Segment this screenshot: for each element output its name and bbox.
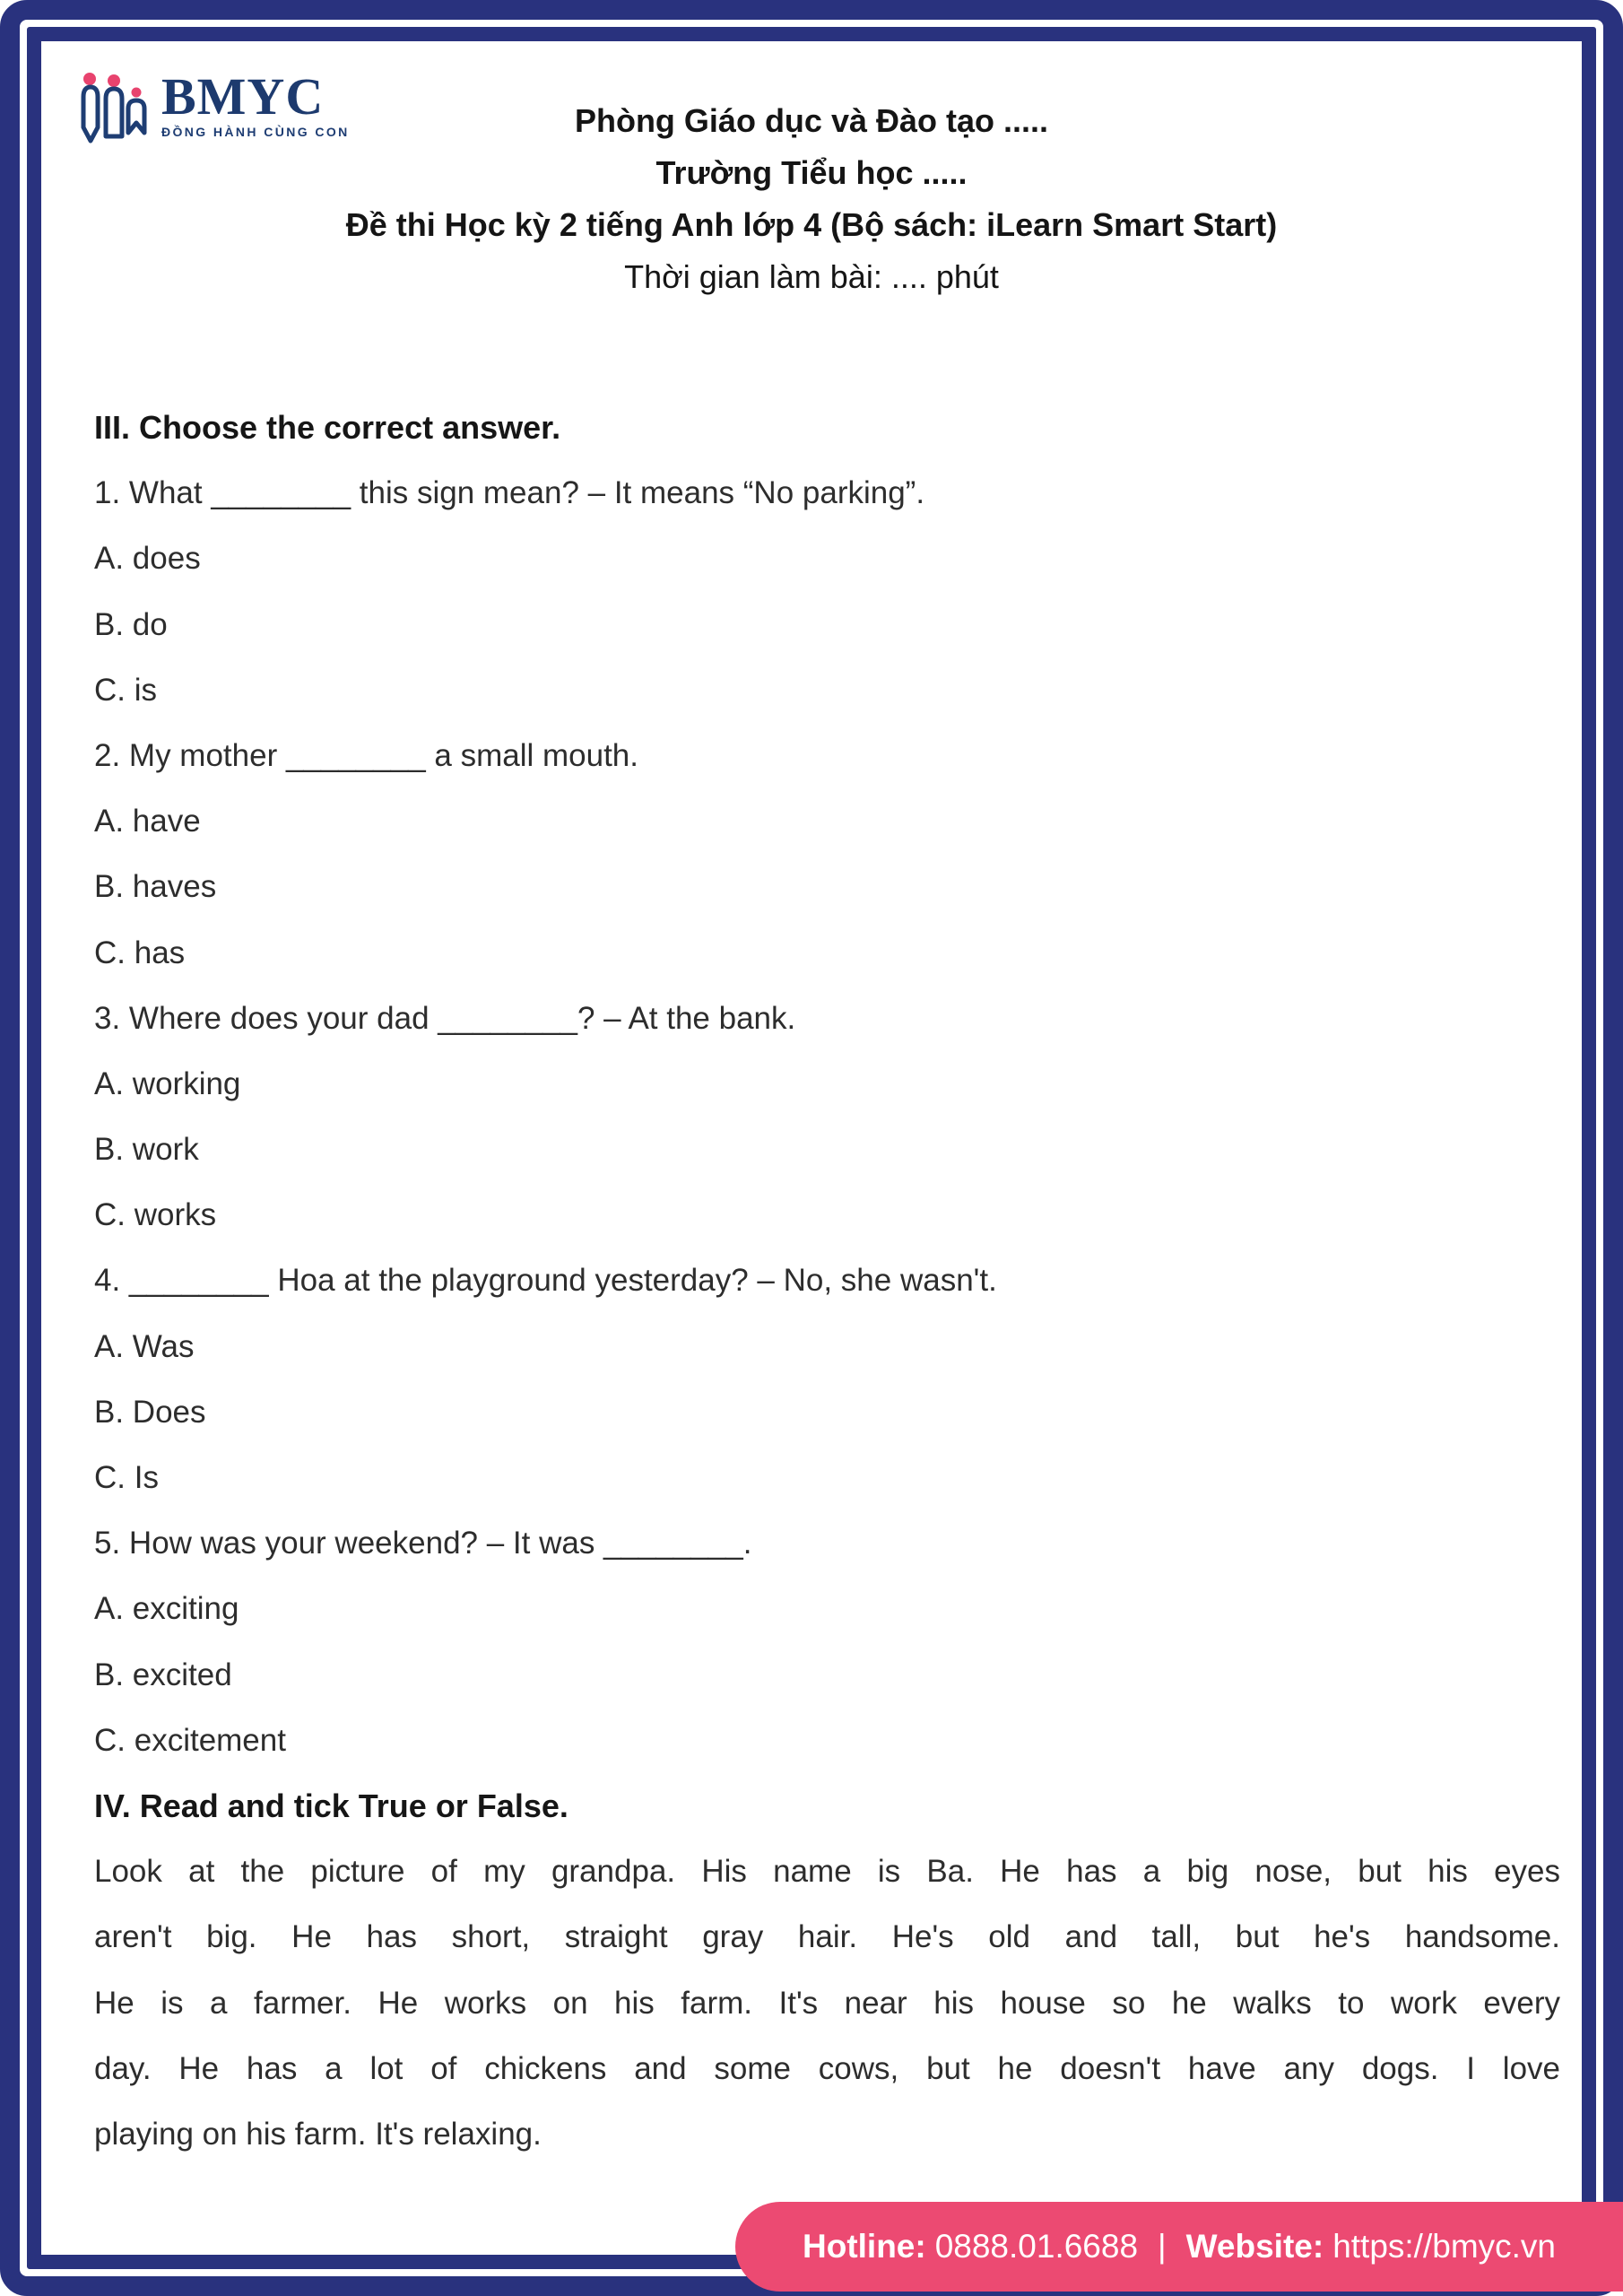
question-3-option-c: C. works [94,1197,217,1233]
question-1-prompt: 1. What ________ this sign mean? – It means “No parking”. [94,475,925,511]
question-2-option-b: B. haves [94,869,217,905]
question-2-option-a: A. have [94,804,201,839]
question-1-option-b: B. do [94,606,168,642]
question-4-option-b: B. Does [94,1394,206,1430]
question-5-option-b: B. excited [94,1657,232,1692]
passage-line: Look at the picture of my grandpa. His name is Ba. He has a big nose, but his eyes [94,1854,1560,1890]
question-4-option-c: C. Is [94,1460,159,1495]
exam-duration: Thời gian làm bài: .... phút [624,258,999,295]
question-1-option-c: C. is [94,672,157,708]
logo-brand-text: BMYC [161,67,325,126]
section-4-heading: IV. Read and tick True or False. [94,1787,568,1824]
section-3-heading: III. Choose the correct answer. [94,409,561,446]
question-2-prompt: 2. My mother ________ a small mouth. [94,737,638,773]
header-school-line: Trường Tiểu học ..... [655,154,968,191]
exam-title: Đề thi Học kỳ 2 tiếng Anh lớp 4 (Bộ sách: iLearn Smart Start) [345,206,1278,243]
website-label: Website: [1185,2228,1324,2265]
header-department-line: Phòng Giáo dục và Đào tạo ..... [574,102,1049,139]
passage-line: aren't big. He has short, straight gray hair. He's old and tall, but he's handsome. [94,1919,1560,1955]
exam-header [0,95,1623,303]
question-3-prompt: 3. Where does your dad ________? – At the bank. [94,1000,796,1036]
question-4-option-a: A. Was [94,1328,195,1364]
question-4-prompt: 4. ________ Hoa at the playground yesterday? – No, she wasn't. [94,1263,997,1299]
question-5-option-c: C. excitement [94,1722,286,1758]
logo-tagline: ĐỒNG HÀNH CÙNG CON [161,125,350,139]
passage-line: playing on his farm. It's relaxing. [94,2116,542,2152]
question-5-option-a: A. exciting [94,1591,239,1627]
passage-line: day. He has a lot of chickens and some cows, but he doesn't have any dogs. I love [94,2050,1560,2086]
website-link[interactable]: https://bmyc.vn [1332,2228,1556,2265]
question-2-option-c: C. has [94,935,186,970]
footer-contact-bar [735,2202,1623,2292]
passage-line: He is a farmer. He works on his farm. It's near his house so he walks to work every [94,1985,1560,2021]
question-3-option-a: A. working [94,1065,241,1101]
hotline-number: 0888.01.6688 [934,2228,1139,2265]
hotline-label: Hotline: [803,2228,926,2265]
question-1-option-a: A. does [94,541,201,577]
exam-body [94,395,1560,2167]
question-5-prompt: 5. How was your weekend? – It was ________. [94,1526,752,1561]
footer-separator: | [1158,2228,1167,2265]
question-3-option-b: B. work [94,1132,199,1168]
